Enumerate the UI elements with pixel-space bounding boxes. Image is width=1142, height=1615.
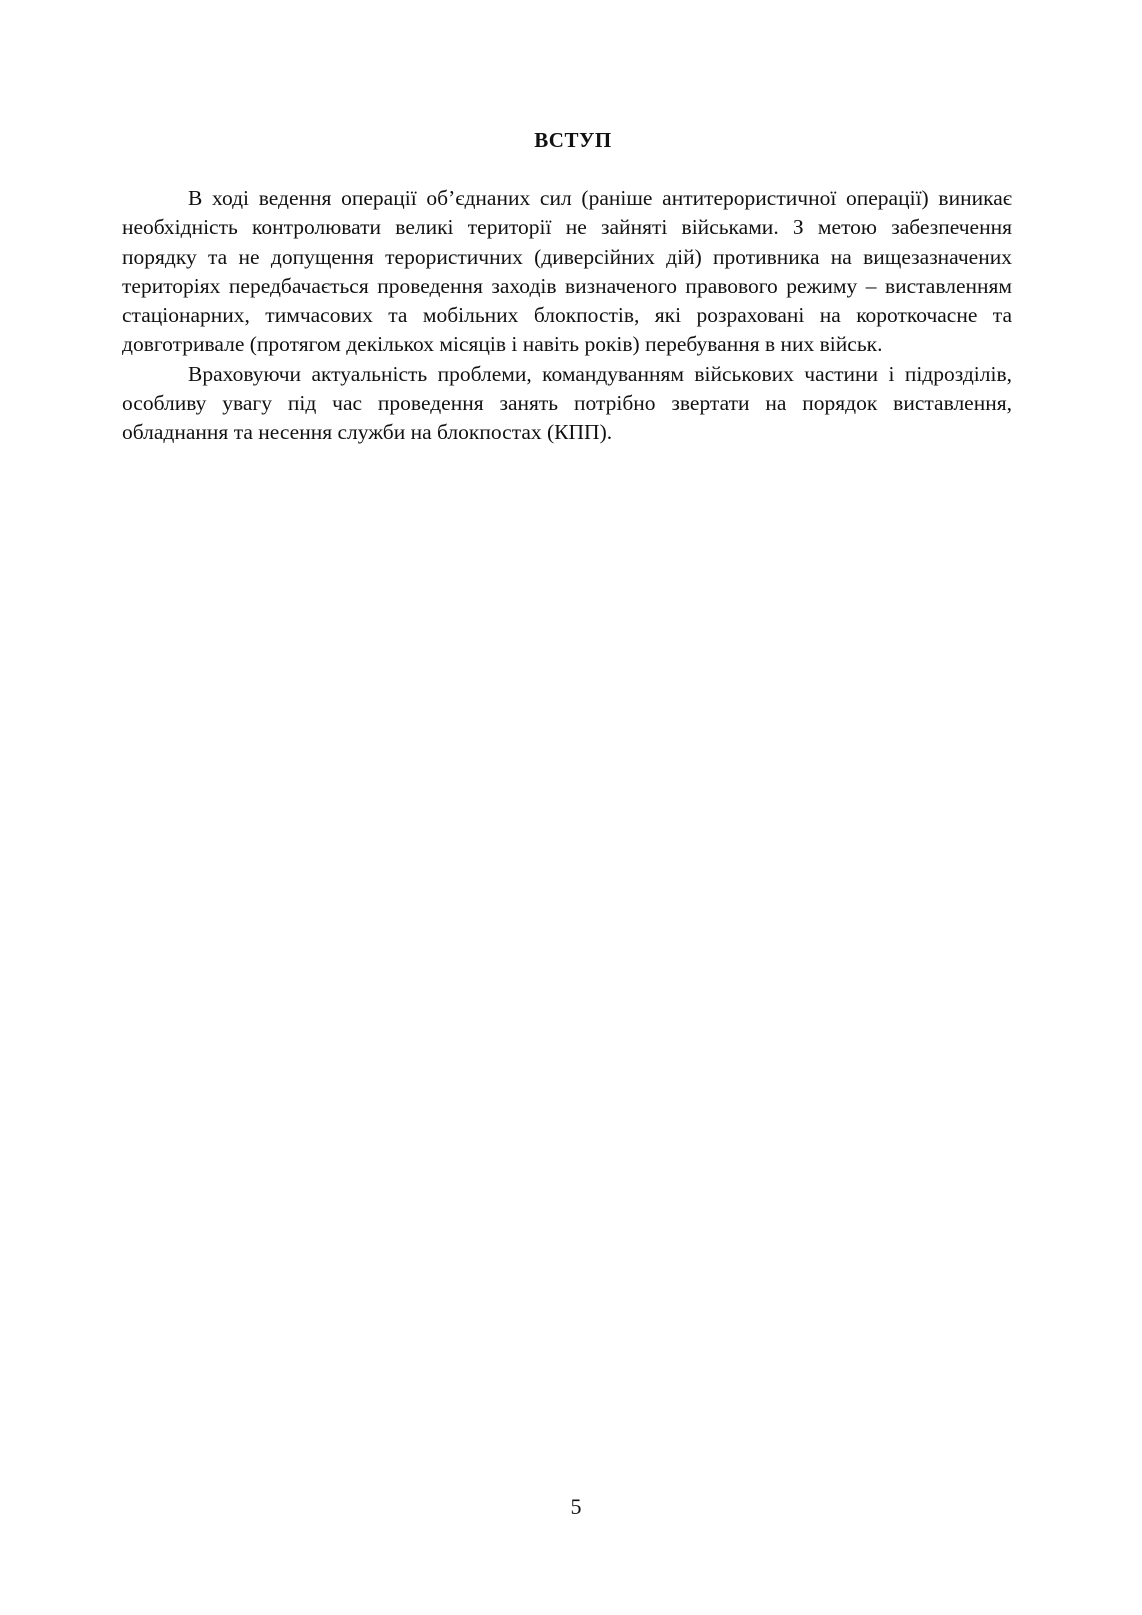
body-text: [122, 184, 1012, 448]
paragraph-2: Враховуючи актуальність проблеми, командуванням військових частини і підрозділів, особливу увагу під час проведення занять потрібно звертати на порядок виставлення, обладнання та несення служби на блокпостах (КПП).: [122, 361, 1012, 445]
page-number: 5: [570, 1494, 582, 1519]
section-title: ВСТУП: [534, 128, 612, 152]
paragraph-1: В ході ведення операції об’єднаних сил (раніше антитерористичної операції) виникає необхідність контролювати великі території не зайняті військами. З метою забезпечення порядку та не допущення терористичних (диверсійних дій) противника на вищезазначених територіях передбачається проведення заходів визначеного правового режиму – виставленням стаціонарних, тимчасових та мобільних блокпостів, які розраховані на короткочасне та довготривале (протягом декількох місяців і навіть років) перебування в них військ.: [122, 186, 1012, 357]
